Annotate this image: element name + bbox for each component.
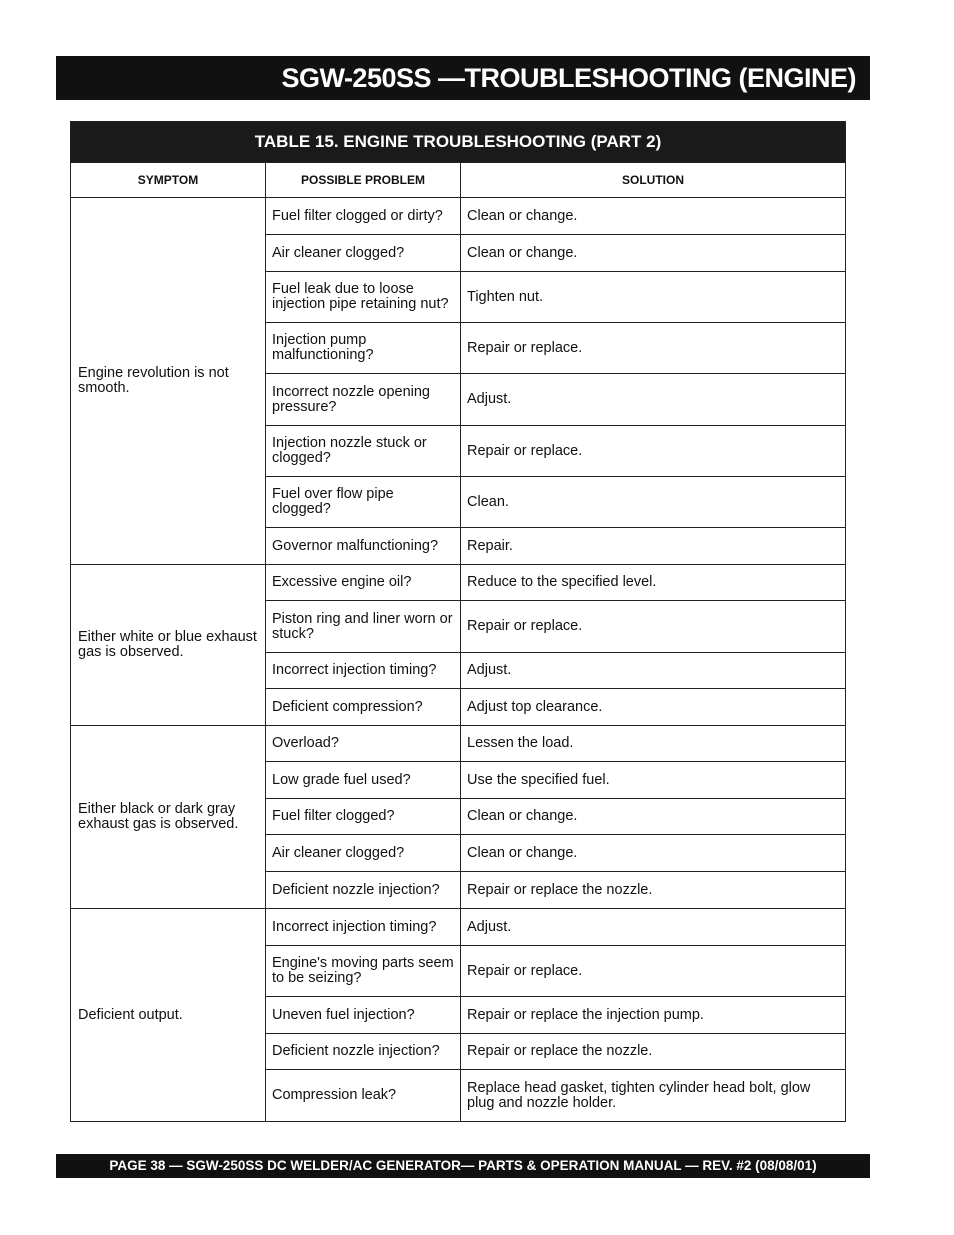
column-header-solution: SOLUTION: [461, 163, 846, 198]
solution-cell: Adjust.: [461, 374, 846, 426]
possible-problem-cell: Incorrect nozzle opening pressure?: [266, 374, 461, 426]
symptom-cell: Either black or dark gray exhaust gas is observed.: [71, 726, 266, 909]
page-footer: PAGE 38 — SGW-250SS DC WELDER/AC GENERATOR— PARTS & OPERATION MANUAL — REV. #2 (08/08/01): [56, 1154, 870, 1178]
solution-cell: Repair or replace.: [461, 323, 846, 374]
solution-cell: Clean or change.: [461, 235, 846, 272]
possible-problem-cell: Deficient nozzle injection?: [266, 1034, 461, 1070]
solution-cell: Reduce to the specified level.: [461, 565, 846, 601]
solution-cell: Repair or replace.: [461, 946, 846, 997]
solution-cell: Clean or change.: [461, 799, 846, 835]
possible-problem-cell: Uneven fuel injection?: [266, 997, 461, 1034]
symptom-cell: Engine revolution is not smooth.: [71, 198, 266, 565]
possible-problem-cell: Engine's moving parts seem to be seizing?: [266, 946, 461, 997]
solution-cell: Adjust top clearance.: [461, 689, 846, 726]
possible-problem-cell: Injection pump malfunctioning?: [266, 323, 461, 374]
possible-problem-cell: Fuel over flow pipe clogged?: [266, 477, 461, 528]
column-header-symptom: SYMPTOM: [71, 163, 266, 198]
engine-troubleshooting-table: [70, 121, 846, 1122]
solution-cell: Repair or replace the injection pump.: [461, 997, 846, 1034]
page-title: SGW-250SS —TROUBLESHOOTING (ENGINE): [56, 56, 870, 100]
possible-problem-cell: Compression leak?: [266, 1070, 461, 1122]
solution-cell: Clean or change.: [461, 198, 846, 235]
solution-cell: Replace head gasket, tighten cylinder head bolt, glow plug and nozzle holder.: [461, 1070, 846, 1122]
table-caption: TABLE 15. ENGINE TROUBLESHOOTING (PART 2): [71, 122, 846, 163]
solution-cell: Lessen the load.: [461, 726, 846, 762]
solution-cell: Clean.: [461, 477, 846, 528]
possible-problem-cell: Deficient nozzle injection?: [266, 872, 461, 909]
possible-problem-cell: Incorrect injection timing?: [266, 909, 461, 946]
table-row: [71, 198, 846, 235]
solution-cell: Clean or change.: [461, 835, 846, 872]
table-row: [71, 565, 846, 601]
solution-cell: Use the specified fuel.: [461, 762, 846, 799]
solution-cell: Adjust.: [461, 653, 846, 689]
solution-cell: Repair or replace the nozzle.: [461, 872, 846, 909]
symptom-cell: Deficient output.: [71, 909, 266, 1122]
possible-problem-cell: Fuel filter clogged or dirty?: [266, 198, 461, 235]
possible-problem-cell: Overload?: [266, 726, 461, 762]
possible-problem-cell: Incorrect injection timing?: [266, 653, 461, 689]
possible-problem-cell: Injection nozzle stuck or clogged?: [266, 426, 461, 477]
table-body: [71, 198, 846, 1122]
table-row: [71, 726, 846, 762]
possible-problem-cell: Air cleaner clogged?: [266, 235, 461, 272]
possible-problem-cell: Governor malfunctioning?: [266, 528, 461, 565]
solution-cell: Adjust.: [461, 909, 846, 946]
solution-cell: Repair or replace.: [461, 601, 846, 653]
possible-problem-cell: Fuel filter clogged?: [266, 799, 461, 835]
solution-cell: Repair.: [461, 528, 846, 565]
table-row: [71, 909, 846, 946]
symptom-cell: Either white or blue exhaust gas is observed.: [71, 565, 266, 726]
possible-problem-cell: Deficient compression?: [266, 689, 461, 726]
solution-cell: Repair or replace the nozzle.: [461, 1034, 846, 1070]
possible-problem-cell: Fuel leak due to loose injection pipe retaining nut?: [266, 272, 461, 323]
solution-cell: Repair or replace.: [461, 426, 846, 477]
possible-problem-cell: Piston ring and liner worn or stuck?: [266, 601, 461, 653]
column-header-possible-problem: POSSIBLE PROBLEM: [266, 163, 461, 198]
possible-problem-cell: Excessive engine oil?: [266, 565, 461, 601]
solution-cell: Tighten nut.: [461, 272, 846, 323]
possible-problem-cell: Low grade fuel used?: [266, 762, 461, 799]
possible-problem-cell: Air cleaner clogged?: [266, 835, 461, 872]
